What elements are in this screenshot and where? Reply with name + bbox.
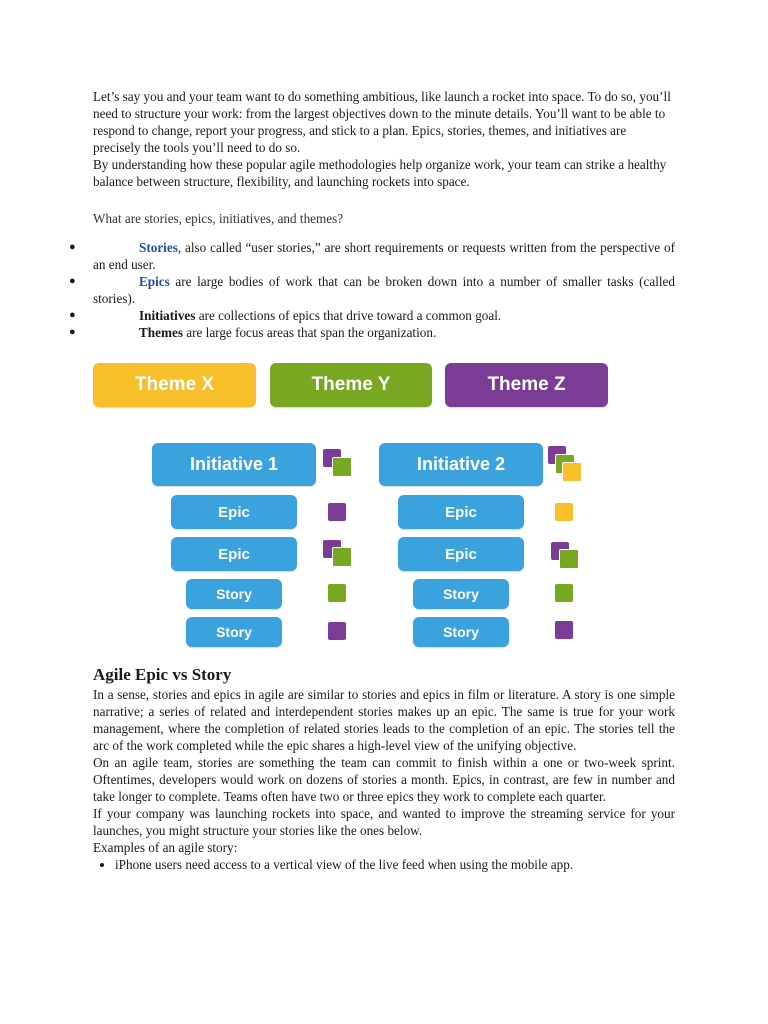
story-box: Story	[186, 617, 282, 647]
term-stories: Stories	[139, 240, 178, 255]
list-item: ● Epics are large bodies of work that can be broken down into a number of smaller tasks (called stories).	[69, 274, 675, 306]
initiative-2-box: Initiative 2	[379, 443, 543, 486]
examples-label: Examples of an agile story:	[93, 840, 238, 855]
intro-paragraph-1: Let’s say you and your team want to do something ambitious, like launch a rocket into space. To do so, you’ll need to structure your work: from the largest objectives down to the minute details. You’ll want to be able to respond to change, report your progress, and stick to a plan. Epics, stories, themes, and initiatives are precisely the tools you’ll need to do so.	[93, 89, 671, 155]
green-square	[559, 549, 579, 569]
green-square	[332, 547, 352, 567]
section-paragraph-3: If your company was launching rockets into space, and wanted to improve the streaming service for your launches, you might structure your stories like the ones below.	[93, 806, 675, 838]
definition-text: are large bodies of work that can be broken down into a number of smaller tasks (called stories).	[93, 274, 675, 306]
theme-z-box: Theme Z	[445, 363, 608, 407]
term-initiatives: Initiatives	[139, 308, 196, 323]
story-box: Story	[413, 579, 509, 609]
purple-square	[328, 622, 346, 640]
initiative-1-box: Initiative 1	[152, 443, 316, 486]
definition-text: , also called “user stories,” are short requirements or requests written from the perspective of an end user.	[93, 240, 675, 272]
yellow-square	[562, 462, 582, 482]
epic-box: Epic	[398, 537, 524, 571]
story-box: Story	[186, 579, 282, 609]
section-heading: Agile Epic vs Story	[93, 665, 232, 684]
list-item: ● Themes are large focus areas that span the organization.	[69, 325, 437, 340]
green-square	[328, 584, 346, 602]
epic-box: Epic	[171, 495, 297, 529]
theme-x-box: Theme X	[93, 363, 256, 407]
intro-section	[69, 88, 675, 341]
list-item: ● Stories, also called “user stories,” are short requirements or requests written from the perspective of an end user.	[69, 240, 675, 272]
purple-square	[328, 503, 346, 521]
story-box: Story	[413, 617, 509, 647]
green-square	[332, 457, 352, 477]
list-item: ● Initiatives are collections of epics that drive toward a common goal.	[69, 308, 502, 323]
list-item: • iPhone users need access to a vertical view of the live feed when using the mobile app.	[115, 856, 675, 873]
theme-y-box: Theme Y	[270, 363, 432, 407]
intro-paragraph-2: By understanding how these popular agile methodologies help organize work, your team can strike a healthy balance between structure, flexibility, and launching rockets into space.	[93, 157, 667, 189]
yellow-square	[555, 503, 573, 521]
definition-text: are collections of epics that drive toward a common goal.	[195, 308, 502, 323]
examples-list	[93, 856, 675, 873]
term-epics: Epics	[139, 274, 170, 289]
epic-vs-story-section	[93, 664, 675, 873]
epic-box: Epic	[398, 495, 524, 529]
section-paragraph-2: On an agile team, stories are something the team can commit to finish within a one or two-week sprint. Oftentimes, developers would work on dozens of stories a month. Epics, in contrast, are few in number and take longer to complete. Teams often have two or three epics they work to complete each quarter.	[93, 755, 675, 804]
term-themes: Themes	[139, 325, 183, 340]
section-paragraph-1: In a sense, stories and epics in agile are similar to stories and epics in film or literature. A story is one simple narrative; a series of related and interdependent stories makes up an epic. The same is true for your work management, where the completion of related stories leads to the completion of an epic. The stories tell the arc of the work completed while the epic shares a high-level view of the unifying objective.	[93, 687, 675, 753]
definitions-list	[69, 239, 675, 341]
epic-box: Epic	[171, 537, 297, 571]
question-heading: What are stories, epics, initiatives, and themes?	[93, 211, 344, 226]
purple-square	[555, 621, 573, 639]
definition-text: are large focus areas that span the organization.	[182, 325, 437, 340]
green-square	[555, 584, 573, 602]
